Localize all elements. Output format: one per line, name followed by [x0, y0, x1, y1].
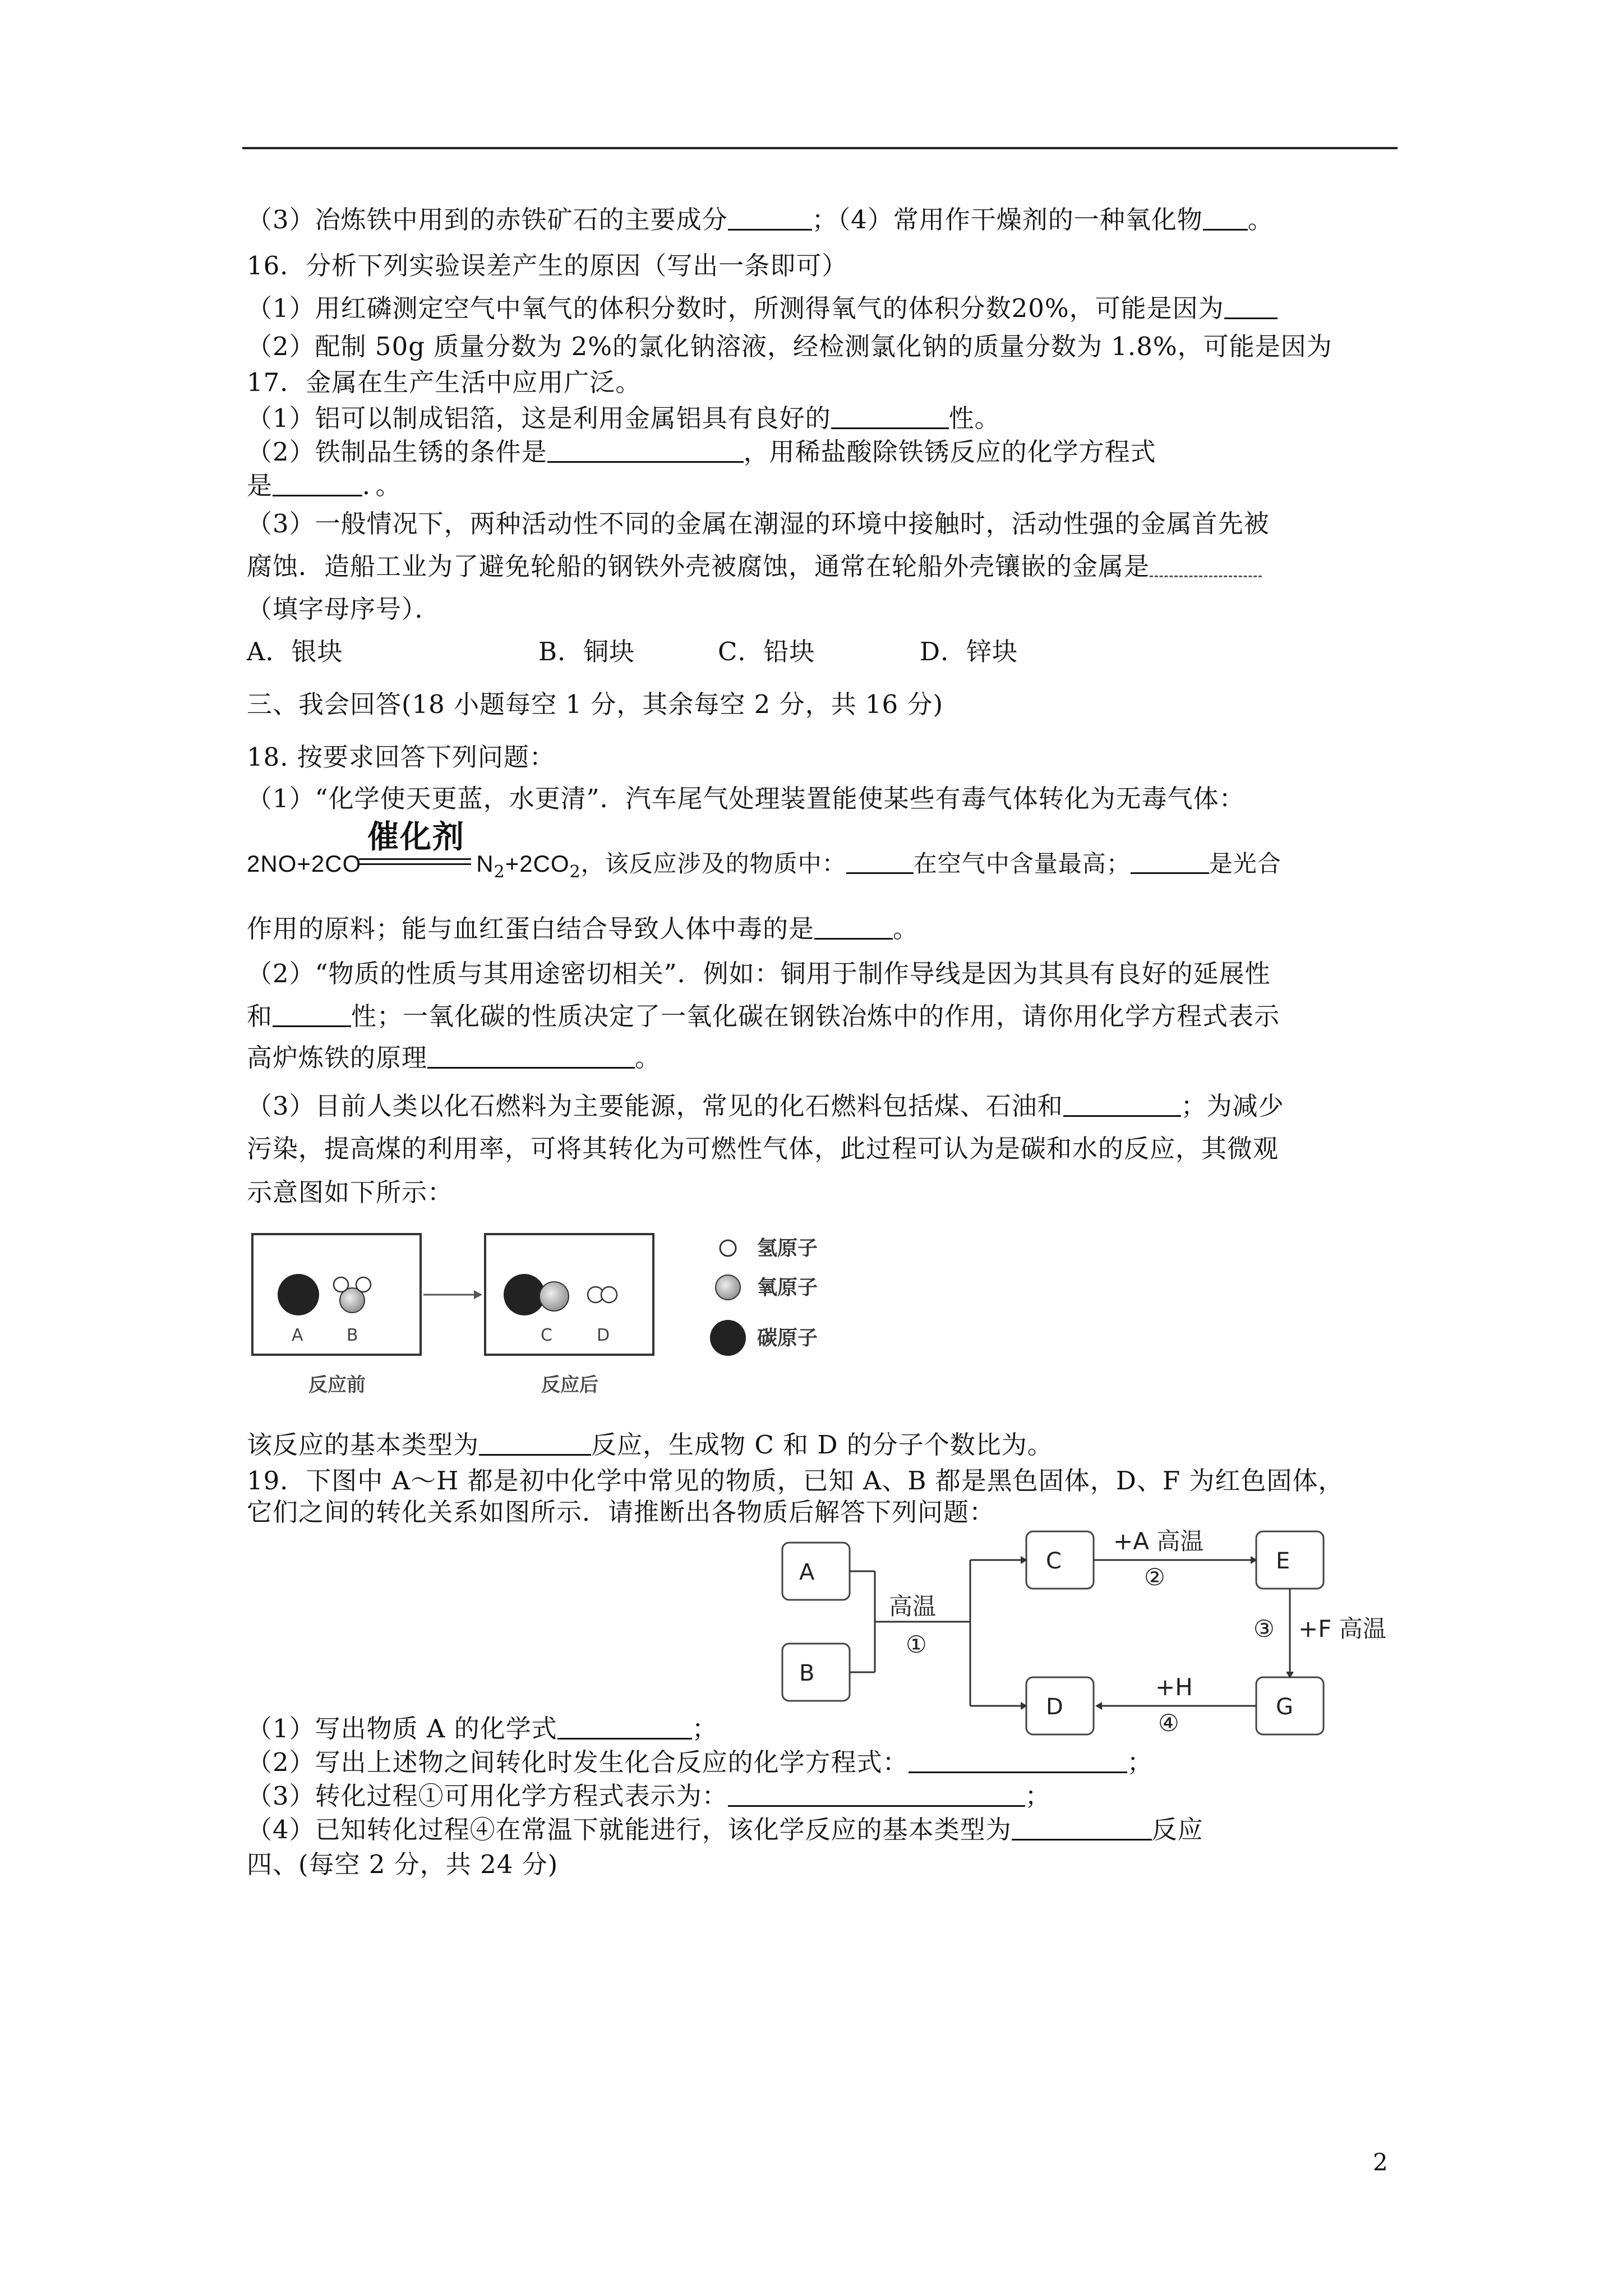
answer-blank[interactable]: [846, 850, 914, 874]
legend-oxygen: 氧原子: [757, 1276, 818, 1299]
carbon-atom: [504, 1274, 545, 1315]
q19-sub4: （4）已知转化过程④在常温下就能进行，该化学反应的基本类型为 反应: [247, 1815, 1204, 1844]
box-b: [782, 1644, 850, 1701]
oxygen-atom: [540, 1282, 569, 1311]
reaction-micro-diagram: [247, 1223, 852, 1408]
answer-blank[interactable]: [728, 1783, 1025, 1807]
answer-blank[interactable]: [831, 405, 949, 429]
q18-title: 18. 按要求回答下列问题：: [247, 742, 555, 772]
step-2: ②: [1144, 1563, 1165, 1591]
legend-hydrogen: 氢原子: [757, 1237, 818, 1260]
answer-blank[interactable]: [728, 206, 812, 231]
q19-flow-diagram: [774, 1515, 1402, 1750]
q18-sub3-cont: 污染，提高煤的利用率，可将其转化为可燃性气体，此过程可认为是碳和水的反应，其微观: [247, 1134, 1279, 1163]
hydrogen-atom: [334, 1277, 348, 1292]
option-c[interactable]: C．铅块: [718, 637, 815, 666]
q17-sub3: （3）一般情况下，两种活动性不同的金属在潮湿的环境中接触时，活动性强的金属首先被: [247, 509, 1270, 539]
q18-sub1-cont: 作用的原料；能与血红蛋白结合导致人体中毒的是 。: [247, 914, 919, 944]
q16-title: 16．分析下列实验误差产生的原因（写出一条即可）: [247, 251, 848, 280]
option-d[interactable]: D．锌块: [920, 637, 1018, 666]
node-e: E: [1276, 1548, 1290, 1574]
answer-blank[interactable]: [479, 1432, 591, 1456]
answer-blank[interactable]: [557, 1715, 692, 1740]
box-a: [782, 1543, 850, 1600]
label-c: C: [541, 1326, 552, 1345]
q19-sub2: （2）写出上述物之间转化时发生化合反应的化学方程式： ；: [247, 1747, 1153, 1777]
q18-sub2-cont: 和 性；一氧化碳的性质决定了一氧化碳在钢铁冶炼中的作用，请你用化学方程式表示: [247, 1001, 1280, 1031]
q17-sub3-cont: 腐蚀．造船工业为了避免轮船的钢铁外壳被腐蚀，通常在轮船外壳镶嵌的金属是: [247, 550, 1262, 583]
answer-blank[interactable]: [1131, 850, 1209, 874]
section-3-heading: 三、我会回答(18 小题每空 1 分，其余每空 2 分，共 16 分): [247, 689, 944, 719]
hydrogen-atom: [601, 1287, 617, 1303]
q18-sub3: （3）目前人类以化石燃料为主要能源，常见的化石燃料包括煤、石油和 ；为减少: [247, 1091, 1284, 1121]
step-4: ④: [1158, 1709, 1179, 1737]
before-label: 反应前: [308, 1374, 366, 1396]
q18-sub3-cont2: 示意图如下所示：: [247, 1177, 454, 1207]
node-c: C: [1046, 1548, 1062, 1574]
condition-3: +F 高温: [1298, 1615, 1386, 1642]
q18-sub1: （1）“化学使天更蓝，水更清”．汽车尾气处理装置能使某些有毒气体转化为无毒气体：: [247, 784, 1245, 813]
condition-2: +A 高温: [1113, 1527, 1204, 1555]
q16-sub2: （2）配制 50g 质量分数为 2%的氯化钠溶液，经检测氯化钠的质量分数为 1.8%，可能是因为: [247, 332, 1332, 361]
answer-blank[interactable]: [1150, 553, 1262, 577]
node-a: A: [799, 1559, 815, 1585]
option-a[interactable]: A．银块: [247, 637, 343, 666]
node-d: D: [1046, 1694, 1063, 1720]
legend-oxygen-icon: [716, 1275, 740, 1300]
hydrogen-atom: [356, 1277, 371, 1292]
section-4-heading: 四、(每空 2 分，共 24 分): [247, 1849, 559, 1879]
answer-blank[interactable]: [273, 472, 362, 496]
answer-blank[interactable]: [1203, 206, 1248, 231]
answer-blank[interactable]: [814, 915, 893, 940]
step-3: ③: [1253, 1615, 1275, 1642]
q17-sub1: （1）铝可以制成铝箔，这是利用金属铝具有良好的 性。: [247, 403, 1000, 433]
answer-blank[interactable]: [1063, 1093, 1181, 1117]
answer-blank[interactable]: [547, 439, 744, 463]
q19-title-cont: 它们之间的转化关系如图所示．请推断出各物质后解答下列问题：: [247, 1497, 995, 1527]
label-b: B: [347, 1326, 358, 1345]
q17-sub3-hint: （填字母序号）．: [247, 594, 441, 624]
q18-equation-catalyst: 催化剂: [367, 819, 465, 855]
node-b: B: [799, 1660, 815, 1686]
step-1: ①: [906, 1631, 927, 1658]
legend-carbon: 碳原子: [757, 1327, 818, 1350]
q19-title: 19．下图中 A～H 都是初中化学中常见的物质，已知 A、B 都是黑色固体，D、F 为红色固体，: [247, 1466, 1344, 1496]
q18-sub4: 该反应的基本类型为 反应，生成物 C 和 D 的分子个数比为。: [247, 1430, 1053, 1460]
q17-title: 17．金属在生产生活中应用广泛。: [247, 367, 642, 397]
q19-sub1: （1）写出物质 A 的化学式 ；: [247, 1714, 718, 1743]
answer-blank[interactable]: [1012, 1816, 1152, 1841]
q18-equation-line: 2NO+2CO $N_2+2CO_2$，该反应涉及的物质中： 在空气中含量最高； 是光合: [247, 850, 1281, 882]
legend-carbon-icon: [710, 1320, 746, 1356]
condition-4: +H: [1155, 1673, 1193, 1701]
q15-line-3: （3）冶炼铁中用到的赤铁矿石的主要成分 ；（4）常用作干燥剂的一种氧化物 。: [247, 205, 1274, 234]
page-number: 2: [1373, 2148, 1388, 2176]
after-label: 反应后: [541, 1374, 598, 1396]
q18-sub2: （2）“物质的性质与其用途密切相关”．例如：铜用于制作导线是因为其具有良好的延展性: [247, 959, 1271, 988]
carbon-atom: [278, 1274, 319, 1315]
node-g: G: [1276, 1694, 1293, 1720]
before-box: [252, 1234, 421, 1355]
q18-sub2-cont2: 高炉炼铁的原理 。: [247, 1043, 661, 1073]
q17-sub2: （2）铁制品生锈的条件是 ，用稀盐酸除铁锈反应的化学方程式: [247, 437, 1156, 467]
q19-sub3: （3）转化过程①可用化学方程式表示为： ；: [247, 1781, 1051, 1811]
answer-blank[interactable]: [273, 1003, 351, 1027]
answer-blank[interactable]: [1224, 295, 1278, 319]
header-rule: [242, 147, 1398, 149]
q17-sub2-cont: 是 ．。: [247, 471, 402, 500]
label-d: D: [597, 1326, 610, 1345]
label-a: A: [292, 1326, 303, 1345]
answer-blank[interactable]: [427, 1045, 635, 1069]
q16-sub1: （1）用红磷测定空气中氧气的体积分数时，所测得氧气的体积分数20%，可能是因为: [247, 292, 1278, 325]
condition-1: 高温: [889, 1593, 937, 1620]
q17-options: [247, 635, 1018, 669]
answer-blank[interactable]: [909, 1749, 1127, 1773]
option-b[interactable]: B．铜块: [538, 637, 635, 666]
legend-hydrogen-icon: [720, 1240, 736, 1256]
